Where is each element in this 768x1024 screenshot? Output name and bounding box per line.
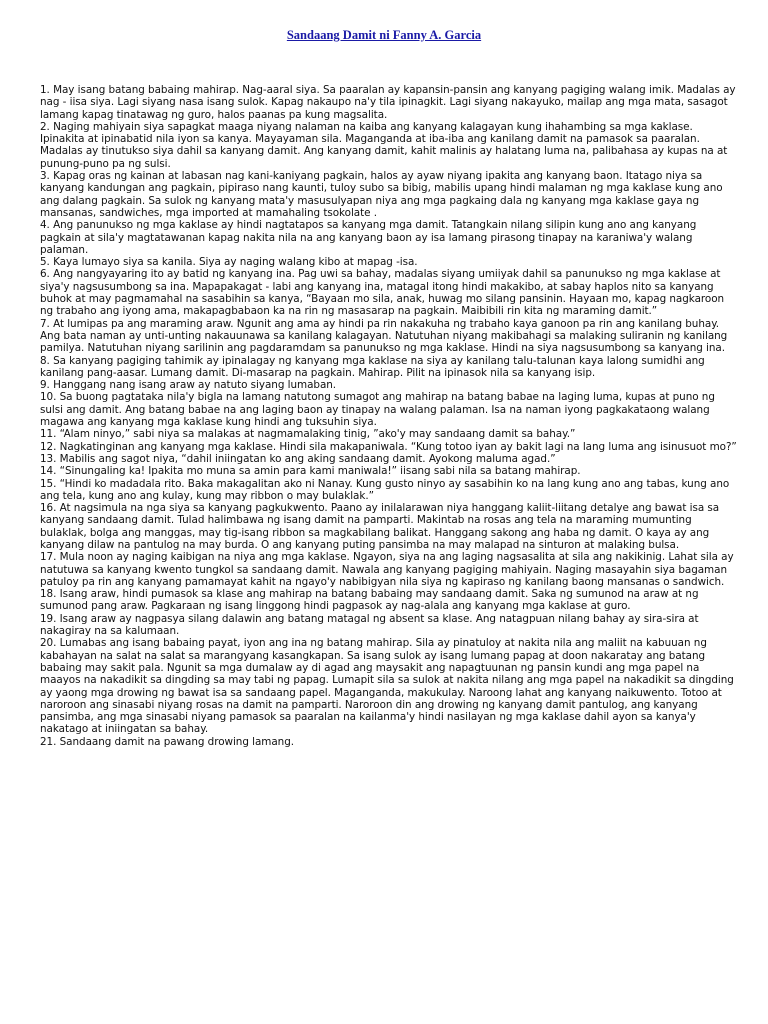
paragraph-11: 11. “Alam ninyo,” sabi niya sa malakas at nagmamalaking tinig, ”ako'y may sandaang damit sa bahay.” <box>40 428 576 441</box>
paragraph-21: 21. Sandaang damit na pawang drowing lamang. <box>40 735 294 748</box>
paragraph-18: 18. Isang araw, hindi pumasok sa klase ang mahirap na batang babaing may sandaang damit. Saka ng sumunod na araw at ng sumunod pang araw. Pagkaraan ng isang linggong hindi pagpasok ay nag-alala ang kanyang mga kaklase at guro. <box>40 588 699 613</box>
paragraph-20: 20. Lumabas ang isang babaing payat, iyon ang ina ng batang mahirap. Sila ay pinatuloy at nakita nila ang maliit na kabuuan ng kabahayan na salat na salat sa marangyang kasangkapan. Sa isang sulok ay isang lumang papag at doon nakaratay ang batang babaing may sakit pala. Ngunit sa mga dumalaw ay di agad ang maysakit ang napagtuunan ng pansin kundi ang mga papel na maayos na nakadikit sa dingding sa may tabi ng papag. Lumapit sila sa sulok at nakita nilang ang mga papel na nakadikit sa dingding ay yaong mga drowing ng bawat isa sa sandaang papel. Maganganda, makukulay. Naroong lahat ang kanyang naikuwento. Totoo at naroroon ang sinasabi niyang rosas na damit na pamparti. Naroroon din ang drowing ng kanyang damit pantulog, ang kanyang pansimba, ang mga sinasabi niyang pamasok sa paaralan na kailanma'y hindi nasilayan ng mga kaklase dahil ayon sa kanya'y nakatago at iniingatan sa bahay. <box>40 637 734 736</box>
paragraph-9: 9. Hanggang nang isang araw ay natuto siyang lumaban. <box>40 379 337 392</box>
paragraph-1: 1. May isang batang babaing mahirap. Nag-aaral siya. Sa paaralan ay kapansin-pansin ang kanyang pagiging walang imik. Madalas ay nag - iisa siya. Lagi siyang nasa isang sulok. Kapag nakaupo na'y tila ipinagkit. Lagi siyang nakayuko, mailap ang mga mata, sasagot lamang kapag tinatawag ng guro, halos paanas pa kung magsalita. <box>40 84 736 121</box>
paragraph-10: 10. Sa buong pagtataka nila'y bigla na lamang natutong sumagot ang mahirap na batang babae na laging luma, kupas at puno ng sulsi ang damit. Ang batang babae na ang laging baon ay tinapay na walang palaman. Isa na naman iyong pagkakataong walang magawa ang kanyang mga kaklase kung hindi ang tuksuhin siya. <box>40 391 715 429</box>
paragraph-3: 3. Kapag oras ng kainan at labasan nag kani-kaniyang pagkain, halos ay ayaw niyang ipakita ang kanyang baon. Itatago niya sa kanyang kandungan ang pagkain, pipiraso nang kaunti, tuloy subo sa bibig, mabilis upang hindi malaman ng mga kaklase kung ano ang dalang pagkain. Sa sulok ng kanyang mata'y masusulyapan niya ang mga pagkaing dala ng kanyang mga kaklase gaya ng mansanas, sandwiches, mga imported at mamahaling tsokolate . <box>40 170 723 219</box>
paragraph-13: 13. Mabilis ang sagot niya, “dahil iniingatan ko ang aking sandaang damit. Ayokong maluma agad.” <box>40 452 556 465</box>
paragraph-7: 7. At lumipas pa ang maraming araw. Ngunit ang ama ay hindi pa rin nakakuha ng trabaho kaya ganoon pa rin ang kanilang buhay. Ang bata naman ay unti-unting nakauunawa sa kanilang kalagayan. Natutuhan niyang makibahagi sa malaking suliranin ng kanilang pamilya. Natutuhan niyang sarilinin ang pagdaramdam sa panunukso ng mga kaklase. Hindi na siya nagsusumbong sa kanyang ina. <box>40 317 728 355</box>
paragraph-17: 17. Mula noon ay naging kaibigan na niya ang mga kaklase. Ngayon, siya na ang laging nagsasalita at sila ang nakikinig. Lahat sila ay natutuwa sa kanyang kwento tungkol sa sandaang damit. Nawala ang kanyang pagiging mahiyain. Naging masayahin siya bagaman patuloy pa rin ang kanyang pamamayat kahit na ngayo'y nabibigyan nila siya ng kapiraso ng kanilang baong mansanas o sandwich. <box>40 551 734 588</box>
paragraph-4: 4. Ang panunukso ng mga kaklase ay hindi nagtatapos sa kanyang mga damit. Tatangkain nilang silipin kung ano ang kanyang pagkain at sila'y magtatawanan kapag nakita nila na ang kanyang baon ay isa lamang pirasong tinapay na karaniwa'y walang palaman. <box>40 219 697 256</box>
paragraph-2: 2. Naging mahiyain siya sapagkat maaga niyang nalaman na kaiba ang kanyang kalagayan kung ihahambing sa mga kaklase. Ipinakita at ipinabatid nila iyon sa kanya. Mayayaman sila. Maganganda at iba-iba ang kanilang damit na pamasok sa paaralan. Madalas ay tinutukso siya dahil sa kanyang damit. Ang kanyang damit, kahit malinis ay halatang luma na, palibahasa ay kupas na at punung-puno pa ng sulsi. <box>40 120 728 170</box>
paragraph-12: 12. Nagkatinginan ang kanyang mga kaklase. Hindi sila makapaniwala. “Kung totoo iyan ay bakit lagi na lang luma ang isinusuot mo?” <box>40 440 737 453</box>
story-title-link[interactable]: Sandaang Damit ni Fanny A. Garcia <box>286 28 482 42</box>
paragraph-8: 8. Sa kanyang pagiging tahimik ay ipinalagay ng kanyang mga kaklase na siya ay kanilang talu-talunan kaya lalong sumidhi ang kanilang pang-aasar. Lumang damit. Di-masarap na pagkain. Mahirap. Pilit na ipinasok nila sa kanyang isip. <box>40 354 705 379</box>
story-body <box>40 84 740 748</box>
paragraph-6: 6. Ang nangyayaring ito ay batid ng kanyang ina. Pag uwi sa bahay, madalas siyang umiiyak dahil sa panunukso ng mga kaklase at siya'y nagsusumbong sa ina. Mapapakagat - labi ang kanyang ina, matagal itong hindi makakibo, at sabay haplos nito sa kanyang buhok at may pagmamahal na sasabihin sa kanya, “Bayaan mo sila, anak, huwag mo silang pansinin. Hayaan mo, kapag nagkaroon ng trabaho ang iyong ama, makapagbabaon ka na rin ng masasarap na pagkain. Maibibili rin kita ng maraming damit.” <box>40 268 725 318</box>
paragraph-15: 15. “Hindi ko madadala rito. Baka makagalitan ako ni Nanay. Kung gusto ninyo ay sasabihin ko na lang kung ano ang tabas, kung ano ang tela, kung ano ang kulay, kung may ribbon o may bulaklak.” <box>40 477 730 502</box>
paragraph-19: 19. Isang araw ay nagpasya silang dalawin ang batang matagal ng absent sa klase. Ang natagpuan nilang bahay ay sira-sira at nakagiray na sa kalumaan. <box>40 612 699 638</box>
paragraph-16: 16. At nagsimula na nga siya sa kanyang pagkukwento. Paano ay inilalarawan niya hanggang kaliit-liitang detalye ang bawat isa sa kanyang sandaang damit. Tulad halimbawa ng isang damit na pamparti. Makintab na rosas ang tela na maraming mumunting bulaklak, bolga ang manggas, may tig-isang ribbon sa magkabilang balikat. Hanggang sakong ang haba ng damit. O kaya ay ang kanyang dilaw na pantulog na may burda. O ang kanyang puting pansimba na may malapad na sinturon at malaking bulsa. <box>40 502 720 551</box>
paragraph-5: 5. Kaya lumayo siya sa kanila. Siya ay naging walang kibo at mapag -isa. <box>40 256 418 269</box>
paragraph-14: 14. “Sinungaling ka! Ipakita mo muna sa amin para kami maniwala!” iisang sabi nila sa batang mahirap. <box>40 465 581 478</box>
